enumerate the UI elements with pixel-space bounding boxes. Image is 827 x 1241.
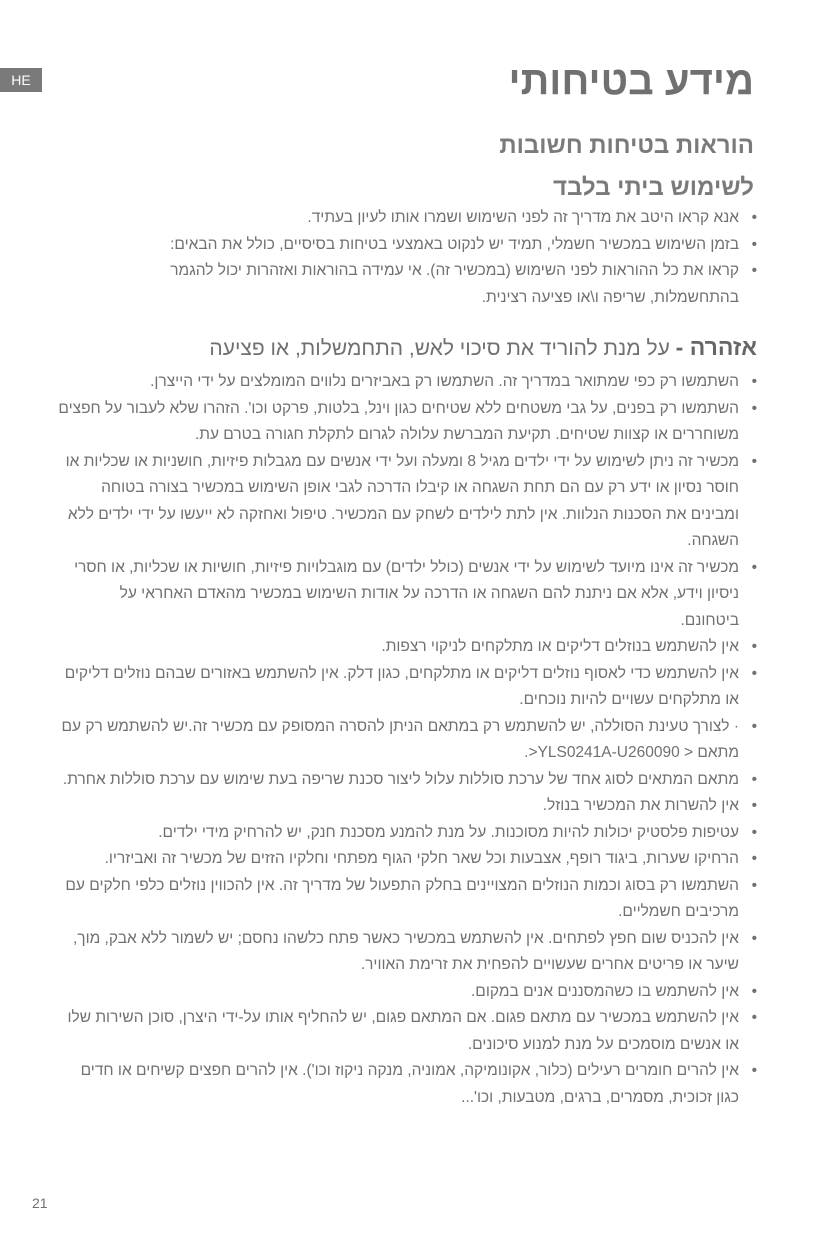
list-item: • השתמשו רק כפי שמתואר במדריך זה. השתמשו רק באביזרים נלווים המומלצים על ידי הייצרן. bbox=[57, 369, 757, 396]
list-item: • אין להשתמש כדי לאסוף נוזלים דליקים או מתלקחים, כגון דלק. אין להשתמש באזורים שבהם נוזלים דליקים או מתלקחים עשויים להיות נוכחים. bbox=[57, 661, 757, 714]
list-item: • · לצורך טעינת הסוללה, יש להשתמש רק במתאם הניתן להסרה המסופק עם מכשיר זה.יש להשתמש רק עם מתאם < YLS0241A-U260090<. bbox=[57, 714, 757, 767]
list-item: • השתמשו רק בפנים, על גבי משטחים ללא שטיחים כגון וינל, בלטות, פרקט וכו'. הזהרו שלא לעבור על חפצים משוחררים או קצוות שטיחים. תקיעת המברשת עלולה לגרום לתקלת חגורה בטרם עת. bbox=[57, 396, 757, 449]
warning-label: אזהרה - bbox=[675, 334, 757, 360]
list-item: • מכשיר זה ניתן לשימוש על ידי ילדים מגיל 8 ומעלה ועל ידי אנשים עם מגבלות פיזיות, חושניות או שכליות או חוסר נסיון או ידע רק עם הם תחת השגחה או קיבלו הדרכה לגבי אופן השימוש במכשיר בצורה בטוחה ומבינים את הסכנות הנלוות. אין לתת לילדים לשחק עם המכשיר. טיפול ואחזקה לא ייעשו על ידי ילדים ללא השגחה. bbox=[57, 449, 757, 555]
list-item: • השתמשו רק בסוג וכמות הנוזלים המצויינים בחלק התפעול של מדריך זה. אין להכווין נוזלים כלפי חלקים עם מרכיבים חשמליים. bbox=[57, 873, 757, 926]
list-item: • מכשיר זה אינו מיועד לשימוש על ידי אנשים (כולל ילדים) עם מוגבלויות פיזיות, חושיות או שכליות, או חסרי ניסיון וידע, אלא אם ניתנת להם השגחה או הדרכה על אודות השימוש במכשיר מהאדם האחראי על ביטחונם. bbox=[57, 555, 757, 635]
page-number: 21 bbox=[32, 1195, 48, 1211]
section-title-household-use: לשימוש ביתי בלבד bbox=[553, 174, 754, 201]
list-item: • הרחיקו שערות, ביגוד רופף, אצבעות וכל שאר חלקי הגוף מפתחי וחלקיו הזזים של מכשיר זה ואביזריו. bbox=[57, 846, 757, 873]
section-title-safety-instructions: הוראות בטיחות חשובות bbox=[499, 132, 754, 159]
warning-heading bbox=[209, 332, 757, 364]
list-item: • אין להשתמש בנוזלים דליקים או מתלקחים לניקוי רצפות. bbox=[57, 634, 757, 661]
list-item: • בזמן השימוש במכשיר חשמלי, תמיד יש לנקוט באמצעי בטיחות בסיסיים, כולל את הבאים: bbox=[117, 232, 757, 259]
list-item: • קראו את כל ההוראות לפני השימוש (במכשיר זה). אי עמידה בהוראות ואזהרות יכול להגמר בהתחשמלות, שריפה ו\או פציעה רצינית. bbox=[117, 258, 757, 311]
list-item: • אין להרים חומרים רעילים (כלור, אקונומיקה, אמוניה, מנקה ניקוז וכו'). אין להרים חפצים קשיחים או חדים כגון זכוכית, מסמרים, ברגים, מטבעות, וכו'... bbox=[57, 1058, 757, 1111]
list-item: • אין להשתמש בו כשהמסננים אנים במקום. bbox=[57, 979, 757, 1006]
page-title: מידע בטיחותי bbox=[508, 59, 754, 103]
list-item: • אין להשרות את המכשיר בנוזל. bbox=[57, 793, 757, 820]
list-item: • מתאם המתאים לסוג אחד של ערכת סוללות עלול ליצור סכנת שריפה בעת שימוש עם ערכת סוללות אחרת. bbox=[57, 767, 757, 794]
intro-bullet-list bbox=[117, 205, 757, 311]
list-item: • אין להכניס שום חפץ לפתחים. אין להשתמש במכשיר כאשר פתח כלשהו נחסם; יש לשמור ללא אבק, מוך, שיער או פריטים אחרים שעשויים להפחית את זרימת האוויר. bbox=[57, 926, 757, 979]
language-tag: HE bbox=[0, 68, 42, 92]
list-item: • עטיפות פלסטיק יכולות להיות מסוכנות. על מנת להמנע מסכנת חנק, יש להרחיק מידי ילדים. bbox=[57, 820, 757, 847]
warning-bullet-list bbox=[57, 369, 757, 1111]
list-item: • אנא קראו היטב את מדריך זה לפני השימוש ושמרו אותו לעיון בעתיד. bbox=[117, 205, 757, 232]
list-item: • אין להשתמש במכשיר עם מתאם פגום. אם המתאם פגום, יש להחליף אותו על-ידי היצרן, סוכן השירות שלו או אנשים מוסמכים על מנת למנוע סיכונים. bbox=[57, 1005, 757, 1058]
warning-text: על מנת להוריד את סיכוי לאש, התחמשלות, או פציעה bbox=[209, 337, 670, 360]
